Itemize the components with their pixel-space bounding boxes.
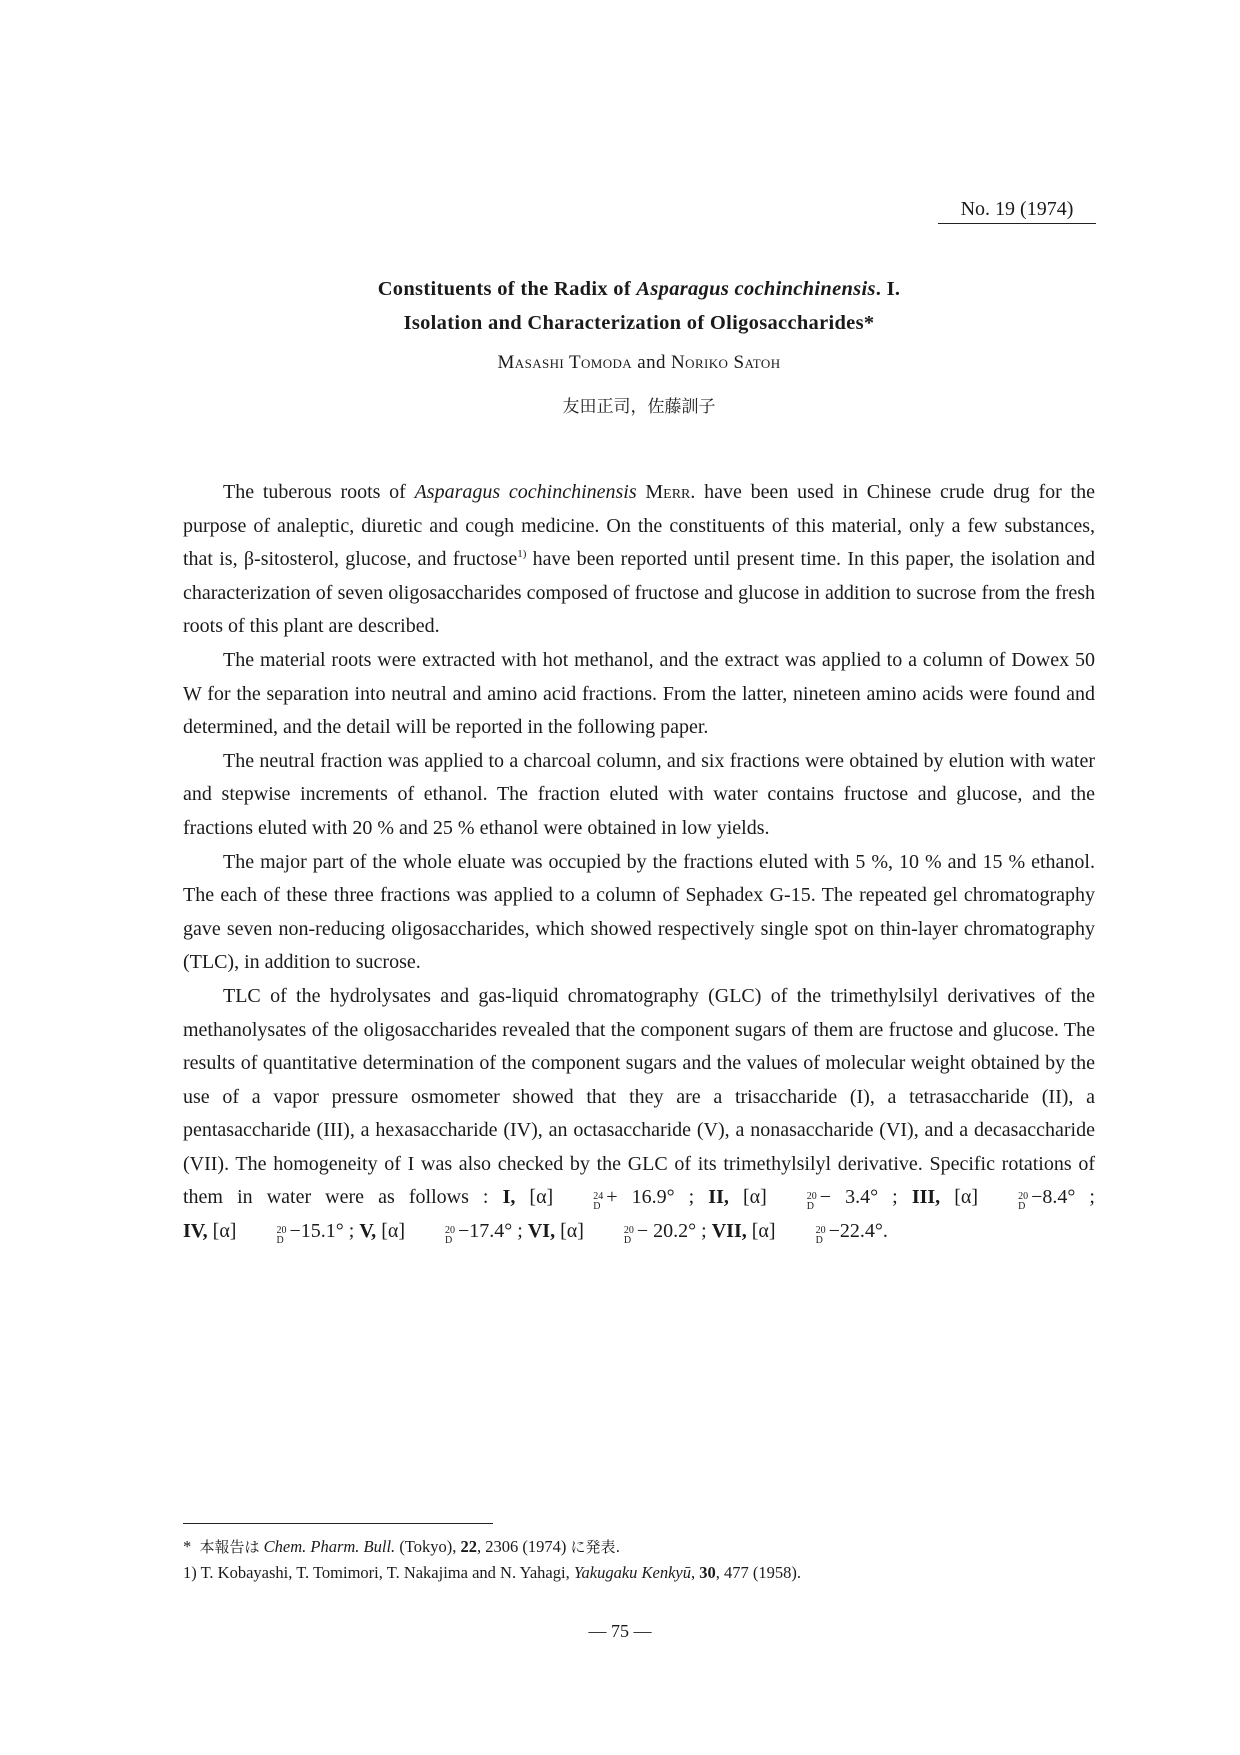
p1-text-c: have been used in Chinese crude drug for the purpose of analeptic, diuretic and cough medicine. On the constituents of this material, only a few substances, that is, β-sitosterol, glucose, and fructose — [183, 481, 1095, 571]
authors-japanese: 友田正司，佐藤訓子 — [562, 397, 716, 417]
compound-label: I, — [502, 1186, 530, 1209]
ref-1-journal: Yakugaku Kenkyū — [573, 1563, 692, 1582]
paragraph-1 — [183, 476, 1095, 644]
rotation-value: −15.1° ; — [289, 1220, 360, 1243]
footnote-jp-suffix: に発表. — [570, 1538, 621, 1556]
specific-rotation-I — [502, 1186, 709, 1213]
specific-rotation-IV — [183, 1220, 360, 1247]
compound-label: II, — [708, 1186, 743, 1209]
rotation-value: − 20.2° ; — [636, 1220, 712, 1243]
alpha-symbol: [α] — [381, 1220, 405, 1243]
alpha-symbol: [α] — [529, 1186, 554, 1209]
rotation-value: − 3.4° ; — [819, 1186, 912, 1209]
article-body — [183, 476, 1095, 1249]
rotation-value: + 16.9° ; — [606, 1186, 709, 1209]
issue-number: No. 19 (1974) — [938, 198, 1096, 224]
ref-1-marker: 1) — [183, 1563, 197, 1582]
title-species: Asparagus cochinchinensis — [636, 278, 876, 300]
footnote-volume: 22 — [460, 1537, 477, 1556]
footnote-rest: , 2306 (1974) — [476, 1537, 571, 1556]
footnotes — [183, 1534, 1095, 1586]
paragraph-3: The neutral fraction was applied to a charcoal column, and six fractions were obtained by elution with water and stepwise increments of ethanol. The fraction eluted with water contains fructose and glucose, and the fractions eluted with 20 % and 25 % ethanol were obtained in low yields. — [183, 749, 1095, 839]
compound-label: VII, — [711, 1220, 752, 1243]
paper-title-line-2: Isolation and Characterization of Oligosaccharides* — [403, 312, 875, 334]
p1-species: Asparagus cochinchinensis — [414, 481, 637, 503]
ref-1-sep: , — [691, 1563, 700, 1582]
ref-1-volume: 30 — [699, 1563, 716, 1582]
rotation-value: −22.4°. — [828, 1220, 888, 1243]
footnote-star — [183, 1534, 1095, 1560]
specific-rotation-II — [708, 1186, 912, 1213]
paragraph-5 — [183, 980, 1095, 1249]
specific-rotation-VII — [711, 1220, 888, 1247]
specific-rotation-VI — [527, 1220, 712, 1247]
alpha-symbol: [α] — [954, 1186, 979, 1209]
p1-text-d: have been reported until present time. In this paper, the isolation and characterization of seven oligosaccharides composed of fructose and glucose in addition to sucrose from the fresh roots of this plant are described. — [183, 548, 1095, 638]
title-suffix: . I. — [875, 278, 901, 300]
alpha-symbol: [α] — [742, 1186, 767, 1209]
paragraph-4: The major part of the whole eluate was occupied by the fractions eluted with 5 %, 10 % and 15 % ethanol. The each of these three fractions was applied to a column of Sephadex G-15. The repeated gel chromatography gave seven non-reducing oligosaccharides, which showed respectively single spot on thin-layer chromatography (TLC), in addition to sucrose. — [183, 850, 1095, 974]
temperature-wavelength: 24 D — [593, 1191, 604, 1213]
specific-rotation-III — [911, 1186, 1095, 1213]
page-number: — 75 — — [588, 1621, 652, 1641]
paper-title-line-1 — [183, 272, 1095, 306]
specific-rotation-V — [359, 1220, 528, 1247]
ref-1-rest: , 477 (1958). — [715, 1563, 802, 1582]
temperature-wavelength: 20 D — [815, 1225, 826, 1247]
alpha-symbol: [α] — [751, 1220, 776, 1243]
temperature-wavelength: 20 D — [1018, 1191, 1029, 1213]
author-1: Masashi Tomoda — [497, 352, 633, 373]
alpha-symbol: [α] — [560, 1220, 584, 1243]
rotation-value: −17.4° ; — [458, 1220, 528, 1243]
compound-label: IV, — [183, 1220, 213, 1243]
temperature-wavelength: 20 D — [806, 1191, 817, 1213]
compound-label: V, — [359, 1220, 382, 1243]
p5-text: TLC of the hydrolysates and gas-liquid chromatography (GLC) of the trimethylsilyl derivatives of the methanolysates of the oligosaccharides revealed that the component sugars of them are fructose and glucose. The results of quantitative determination of the component sugars and the values of molecular weight obtained by the use of a vapor pressure osmometer showed that they are a trisaccharide (I), a tetrasaccharide (II), a pentasaccharide (III), a hexasaccharide (IV), an octasaccharide (V), a nonasaccharide (VI), and a decasaccharide (VII). The homogeneity of I was also checked by the GLC of its trimethylsilyl derivative. Specific rotations of them in water were as follows : — [183, 984, 1095, 1209]
footnote-journal: Chem. Pharm. Bull. — [263, 1537, 396, 1556]
title-prefix: Constituents of the Radix of — [377, 278, 637, 300]
p1-authority: Merr. — [645, 481, 696, 503]
p1-text-a: The tuberous roots of — [223, 481, 415, 503]
compound-label: VI, — [527, 1220, 561, 1243]
author-conjunction: and — [637, 352, 666, 373]
footnote-location: (Tokyo), — [395, 1537, 461, 1556]
ref-1-authors: T. Kobayashi, T. Tomimori, T. Nakajima and N. Yahagi, — [196, 1563, 574, 1582]
footnote-divider — [183, 1523, 493, 1524]
footnote-jp-prefix: 本報告は — [199, 1538, 260, 1556]
footnote-ref-1 — [183, 1560, 1095, 1586]
temperature-wavelength: 20 D — [623, 1225, 634, 1247]
temperature-wavelength: 20 D — [276, 1225, 287, 1247]
paragraph-2: The material roots were extracted with hot methanol, and the extract was applied to a column of Dowex 50 W for the separation into neutral and amino acid fractions. From the latter, nineteen amino acids were found and determined, and the detail will be reported in the following paper. — [183, 648, 1095, 739]
footnote-star-marker: * — [183, 1537, 192, 1556]
rotation-value: −8.4° ; — [1031, 1186, 1095, 1209]
author-2: Noriko Satoh — [671, 352, 781, 373]
reference-marker-1: 1) — [517, 548, 527, 561]
authors — [183, 352, 1095, 374]
alpha-symbol: [α] — [212, 1220, 237, 1243]
compound-label: III, — [911, 1186, 955, 1209]
title-block — [183, 272, 1095, 417]
temperature-wavelength: 20 D — [445, 1225, 455, 1247]
